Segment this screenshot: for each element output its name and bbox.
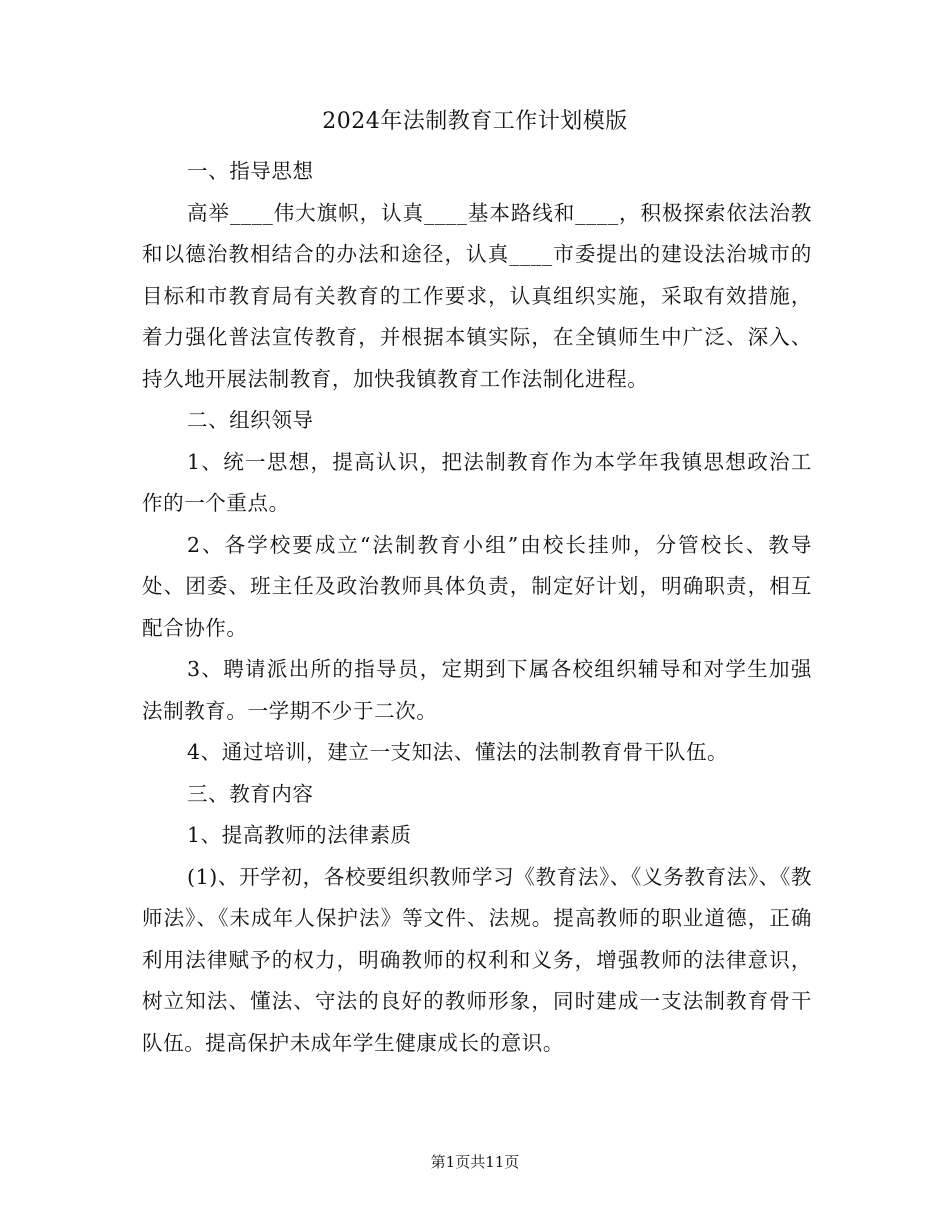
paragraph-guiding-ideology: 高举____伟大旗帜，认真____基本路线和____，积极探索依法治教和以德治教相结合的办法和途径，认真____市委提出的建设法治城市的目标和市教育局有关教育的工作要求，认真组织实施，采取有效措施，着力强化普法宣传教育，并根据本镇实际，在全镇师生中广泛、深入、持久地开展法制教育，加快我镇教育工作法制化进程。 [142,200,812,391]
document-body [142,151,812,1064]
section-heading-organization: 二、组织领导 [187,408,314,432]
section-heading-guiding-ideology: 一、指导思想 [187,159,314,183]
document-title: 2024年法制教育工作计划模版 [322,109,628,134]
paragraph-teacher-study: (1)、开学初，各校要组织教师学习《教育法》、《义务教育法》、《教师法》、《未成年人保护法》等文件、法规。提高教师的职业道德，正确利用法律赋予的权力，明确教师的权利和义务，增强教师的法律意识，树立知法、懂法、守法的良好的教师形象，同时建成一支法制教育骨干队伍。提高保护未成年学生健康成长的意识。 [142,864,812,1055]
paragraph-organization-1: 1、统一思想，提高认识，把法制教育作为本学年我镇思想政治工作的一个重点。 [142,449,812,515]
paragraph-organization-2: 2、各学校要成立“法制教育小组”由校长挂帅，分管校长、教导处、团委、班主任及政治教师具体负责，制定好计划，明确职责，相互配合协作。 [142,532,812,640]
paragraph-organization-3: 3、聘请派出所的指导员，定期到下属各校组织辅导和对学生加强法制教育。一学期不少于二次。 [142,657,812,723]
paragraph-organization-4: 4、通过培训，建立一支知法、懂法的法制教育骨干队伍。 [187,740,729,764]
subheading-teacher-legal-quality: 1、提高教师的法律素质 [187,823,412,847]
section-heading-education-content: 三、教育内容 [187,781,314,806]
page-number-footer: 第1页共11页 [430,1153,520,1171]
